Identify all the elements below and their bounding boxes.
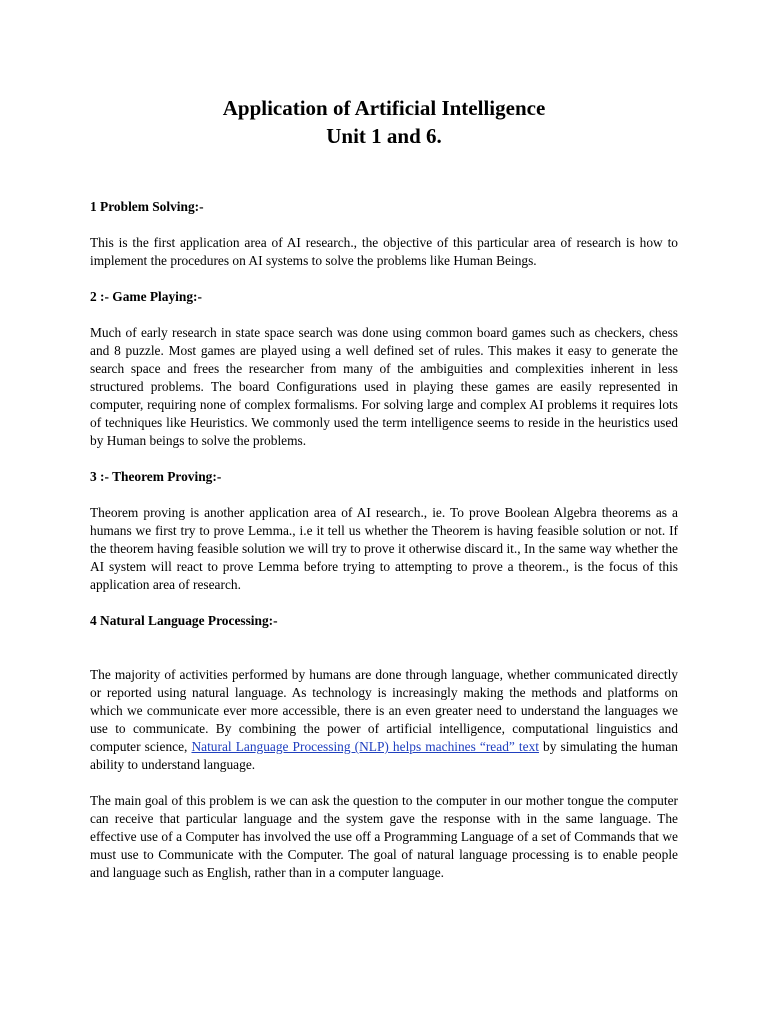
- paragraph-game-playing: Much of early research in state space search was done using common board games such as checkers, chess and 8 puzzle. Most games are played using a well defined set of rules. This makes it easy to generate the search space and frees the researcher from many of the ambiguities and complexities inherent in less structured problems. The board Configurations used in playing these games are easily represented in computer, requiring none of complex formalisms. For solving large and complex AI problems it requires lots of techniques like Heuristics. We commonly used the term intelligence seems to reside in the heuristics used by Human beings to solve the problems.: [90, 325, 678, 448]
- paragraph-theorem-proving: Theorem proving is another application area of AI research., ie. To prove Boolean Algebra theorems as a humans we first try to prove Lemma., i.e it tell us whether the Theorem is having feasible solution or not. If the theorem having feasible solution we will try to prove it otherwise discard it., In the same way whether the AI system will react to prove Lemma before trying to attempting to prove a theorem., is the focus of this application area of research.: [90, 505, 678, 592]
- nlp-text-after-link: by simulating the human ability to understand language.: [90, 739, 678, 772]
- document-body: [90, 198, 678, 882]
- paragraph-nlp-1: [90, 666, 678, 774]
- nlp-link[interactable]: Natural Language Processing (NLP) helps machines “read” text: [191, 739, 539, 754]
- section-heading-game-playing: 2 :- Game Playing:-: [90, 289, 202, 304]
- section-heading-problem-solving: 1 Problem Solving:-: [90, 199, 204, 214]
- document-subtitle: Unit 1 and 6.: [326, 124, 442, 148]
- section-heading-nlp: 4 Natural Language Processing:-: [90, 613, 278, 628]
- document-title: Application of Artificial Intelligence: [222, 96, 546, 120]
- title-block: [0, 94, 768, 150]
- section-heading-theorem-proving: 3 :- Theorem Proving:-: [90, 469, 222, 484]
- paragraph-problem-solving: This is the first application area of AI research., the objective of this particular area of research is how to implement the procedures on AI systems to solve the problems like Human Beings.: [90, 235, 678, 268]
- paragraph-nlp-2: The main goal of this problem is we can ask the question to the computer in our mother tongue the computer can receive that particular language and the system gave the response with in the same language. The effective use of a Computer has involved the use off a Programming Language of a set of Commands that we must use to Communicate with the Computer. The goal of natural language processing is to enable people and language such as English, rather than in a computer language.: [90, 793, 678, 880]
- nlp-text-before-link: The majority of activities performed by humans are done through language, whether communicated directly or reported using natural language. As technology is increasingly making the methods and platforms on which we communicate ever more accessible, there is an even greater need to understand the languages we use to communicate. By combining the power of artificial intelligence, computational linguistics and computer science,: [90, 667, 678, 754]
